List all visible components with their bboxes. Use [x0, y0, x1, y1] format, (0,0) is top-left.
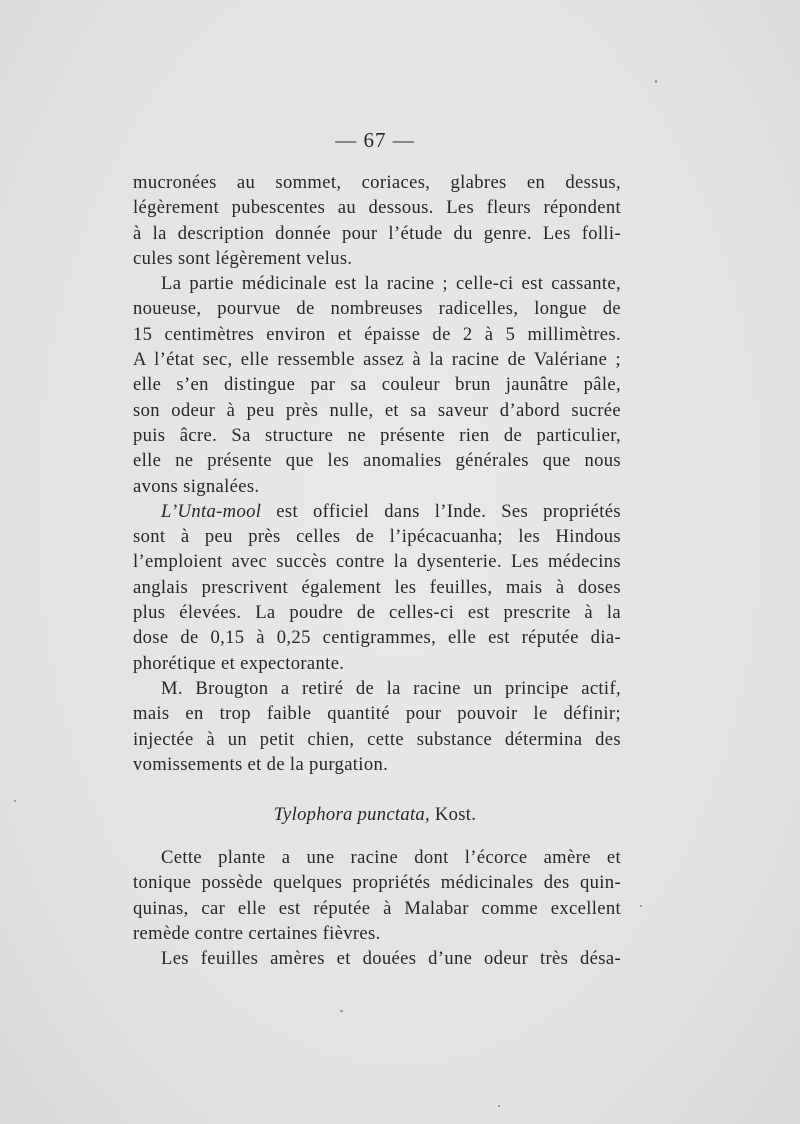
species-author: Kost. [434, 804, 477, 825]
species-name: Tylophora punctata, [273, 804, 430, 825]
text-line: sont à peu près celles de l’ipécacuanha; les Hindous [133, 526, 621, 548]
text-line: remède contre certaines fièvres. [133, 922, 381, 944]
text-line: avons signalées. [133, 475, 260, 497]
text-line: à la description donnée pour l’étude du genre. Les folli- [133, 222, 621, 244]
text-line: 15 centimètres environ et épaisse de 2 à 5 millimètres. [133, 323, 621, 345]
text-line: quinas, car elle est réputée à Malabar comme excellent [133, 897, 621, 919]
paper-speck [640, 905, 642, 907]
plant-name-italic: L’Unta-mool [161, 500, 262, 522]
text-line: A l’état sec, elle ressemble assez à la racine de Valériane ; [133, 349, 621, 371]
paper-speck [655, 80, 657, 83]
page-number: — 67 — [335, 128, 415, 152]
text-line: mucronées au sommet, coriaces, glabres en dessus, [133, 172, 621, 193]
text-line-unta-mool [133, 499, 621, 524]
text-line: anglais prescrivent également les feuilles, mais à doses [133, 576, 621, 598]
section-text [133, 845, 621, 971]
text-line: son odeur à peu près nulle, et sa saveur d’abord sucrée [133, 399, 621, 421]
paper-speck [340, 1010, 343, 1012]
text-line: noueuse, pourvue de nombreuses radicelles, longue de [133, 298, 621, 320]
text-line: l’emploient avec succès contre la dysenterie. Les médecins [133, 551, 621, 573]
text-line: phorétique et expectorante. [133, 652, 345, 674]
text-line: vomissements et de la purgation. [133, 753, 389, 775]
text-line: elle ne présente que les anomalies générales que nous [133, 450, 621, 472]
text-line: tonique possède quelques propriétés médicinales des quin- [133, 872, 621, 894]
text-line: elle s’en distingue par sa couleur brun jaunâtre pâle, [133, 374, 621, 396]
text-line: injectée à un petit chien, cette substance détermina des [133, 728, 621, 750]
text-line: mais en trop faible quantité pour pouvoir le définir; [133, 703, 621, 725]
text-line-rest: est officiel dans l’Inde. Ses propriétés [276, 500, 621, 522]
paper-speck [14, 800, 16, 802]
text-line: Les feuilles amères et douées d’une odeur très désa- [161, 948, 621, 970]
text-line: Cette plante a une racine dont l’écorce amère et [161, 847, 621, 868]
text-line: M. Brougton a retiré de la racine un principe actif, [161, 677, 621, 699]
text-line: légèrement pubescentes au dessous. Les fleurs répondent [133, 197, 621, 219]
text-line: plus élevées. La poudre de celles-ci est prescrite à la [133, 602, 621, 624]
text-line: cules sont légèrement velus. [133, 247, 353, 269]
text-line: puis âcre. Sa structure ne présente rien de particulier, [133, 424, 621, 446]
section-heading [0, 804, 750, 826]
text-line: dose de 0,15 à 0,25 centigrammes, elle est réputée dia- [133, 627, 621, 649]
text-line: La partie médicinale est la racine ; celle-ci est cassante, [161, 273, 621, 295]
paper-speck [498, 1105, 500, 1107]
body-text [133, 170, 621, 777]
